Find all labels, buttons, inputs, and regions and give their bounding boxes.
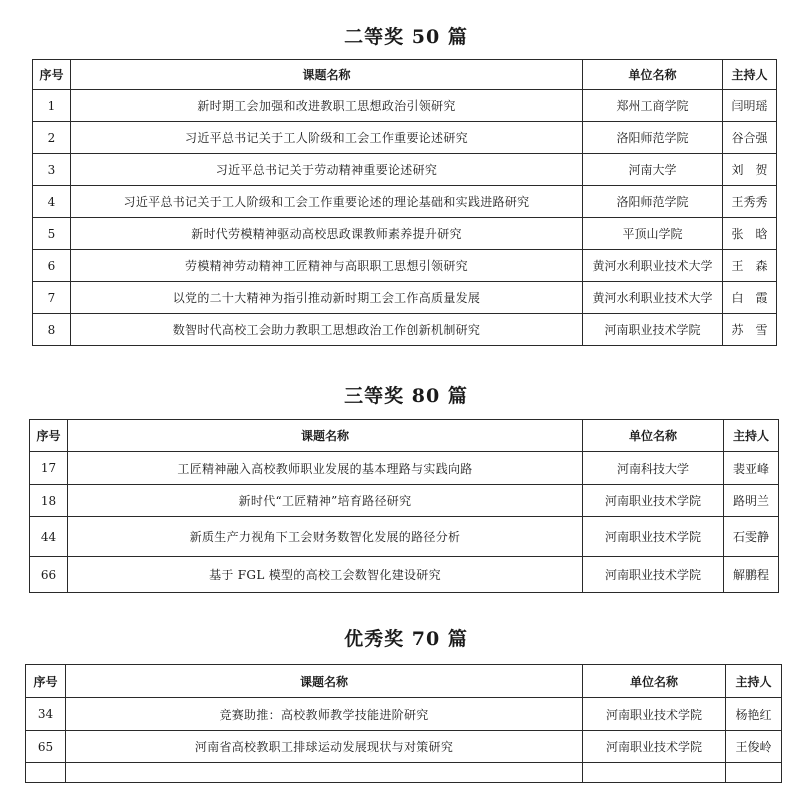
row-unit: 黄河水利职业技术大学 xyxy=(583,250,723,282)
third-prize-table xyxy=(29,419,779,609)
row-title: 新时代“工匠精神”培育路径研究 xyxy=(68,485,583,517)
row-title: 工匠精神融入高校教师职业发展的基本理路与实践向路 xyxy=(68,452,583,485)
table-row xyxy=(33,122,777,154)
row-host: 解鹏程 xyxy=(724,557,779,593)
header-title: 课题名称 xyxy=(68,420,583,452)
row-title: 以党的二十大精神为指引推动新时期工会工作高质量发展 xyxy=(71,282,583,314)
table-row xyxy=(26,731,782,763)
row-host: 路明兰 xyxy=(724,485,779,517)
header-host: 主持人 xyxy=(726,665,782,698)
row-title: 河南省高校教职工排球运动发展现状与对策研究 xyxy=(66,731,583,763)
row-unit: 黄河水利职业技术大学 xyxy=(583,282,723,314)
row-title: 习近平总书记关于劳动精神重要论述研究 xyxy=(71,154,583,186)
table-header-row xyxy=(30,420,779,452)
row-host: 闫明瑶 xyxy=(723,90,777,122)
row-index: 1 xyxy=(33,90,71,122)
row-unit: 河南职业技术学院 xyxy=(583,314,723,346)
excellent-prize-table xyxy=(25,664,782,783)
header-host: 主持人 xyxy=(724,420,779,452)
row-host: 石雯静 xyxy=(724,517,779,557)
second-prize-table xyxy=(32,59,777,346)
header-title: 课题名称 xyxy=(71,60,583,90)
table-row xyxy=(33,218,777,250)
row-unit: 河南大学 xyxy=(583,154,723,186)
table-header-row xyxy=(33,60,777,90)
table-row xyxy=(33,314,777,346)
row-title: 基于 FGL 模型的高校工会数智化建设研究 xyxy=(68,557,583,593)
table-row xyxy=(33,282,777,314)
row-title: 新质生产力视角下工会财务数智化发展的路径分析 xyxy=(68,517,583,557)
row-title: 劳模精神劳动精神工匠精神与高职职工思想引领研究 xyxy=(71,250,583,282)
row-index: 3 xyxy=(33,154,71,186)
third-prize-heading: 三等奖 80 篇 xyxy=(344,385,468,407)
table-header-row xyxy=(26,665,782,698)
row-index: 34 xyxy=(26,698,66,731)
table-row xyxy=(33,154,777,186)
row-host: 刘 贺 xyxy=(723,154,777,186)
header-unit: 单位名称 xyxy=(583,60,723,90)
row-host: 谷合强 xyxy=(723,122,777,154)
row-index: 4 xyxy=(33,186,71,218)
row-host: 王秀秀 xyxy=(723,186,777,218)
excellent-prize-heading: 优秀奖 70 篇 xyxy=(344,628,468,650)
header-index: 序号 xyxy=(26,665,66,698)
row-index: 66 xyxy=(30,557,68,593)
table-row xyxy=(33,250,777,282)
row-unit: 洛阳师范学院 xyxy=(583,186,723,218)
row-index: 6 xyxy=(33,250,71,282)
row-host: 杨艳红 xyxy=(726,698,782,731)
row-host: 白 霞 xyxy=(723,282,777,314)
header-index: 序号 xyxy=(30,420,68,452)
row-host: 裴亚峰 xyxy=(724,452,779,485)
row-index: 5 xyxy=(33,218,71,250)
row-title: 数智时代高校工会助力教职工思想政治工作创新机制研究 xyxy=(71,314,583,346)
row-unit: 河南职业技术学院 xyxy=(583,517,724,557)
table-row xyxy=(30,517,779,557)
table-row xyxy=(33,186,777,218)
row-host: 苏 雪 xyxy=(723,314,777,346)
row-index: 2 xyxy=(33,122,71,154)
row-unit: 洛阳师范学院 xyxy=(583,122,723,154)
table-row xyxy=(30,452,779,485)
header-unit: 单位名称 xyxy=(583,420,724,452)
header-title: 课题名称 xyxy=(66,665,583,698)
row-index: 7 xyxy=(33,282,71,314)
row-index: 65 xyxy=(26,731,66,763)
section-cut-mask xyxy=(0,593,812,623)
row-unit: 河南科技大学 xyxy=(583,452,724,485)
row-title: 新时期工会加强和改进教职工思想政治引领研究 xyxy=(71,90,583,122)
row-index: 44 xyxy=(30,517,68,557)
row-title: 竞赛助推：高校教师教学技能进阶研究 xyxy=(66,698,583,731)
row-index: 18 xyxy=(30,485,68,517)
table-row xyxy=(30,557,779,593)
row-host: 王 森 xyxy=(723,250,777,282)
row-unit: 河南职业技术学院 xyxy=(583,557,724,593)
table-row xyxy=(33,90,777,122)
header-unit: 单位名称 xyxy=(583,665,726,698)
table-row xyxy=(30,485,779,517)
row-title: 习近平总书记关于工人阶级和工会工作重要论述的理论基础和实践进路研究 xyxy=(71,186,583,218)
table-row-cut xyxy=(26,763,782,783)
row-host: 张 晗 xyxy=(723,218,777,250)
second-prize-heading: 二等奖 50 篇 xyxy=(344,26,468,48)
header-host: 主持人 xyxy=(723,60,777,90)
row-title: 习近平总书记关于工人阶级和工会工作重要论述研究 xyxy=(71,122,583,154)
row-index: 17 xyxy=(30,452,68,485)
row-title: 新时代劳模精神驱动高校思政课教师素养提升研究 xyxy=(71,218,583,250)
header-index: 序号 xyxy=(33,60,71,90)
row-unit: 郑州工商学院 xyxy=(583,90,723,122)
row-host: 王俊岭 xyxy=(726,731,782,763)
row-index: 8 xyxy=(33,314,71,346)
table-row xyxy=(26,698,782,731)
row-unit: 河南职业技术学院 xyxy=(583,485,724,517)
row-unit: 平顶山学院 xyxy=(583,218,723,250)
row-unit: 河南职业技术学院 xyxy=(583,698,726,731)
row-unit: 河南职业技术学院 xyxy=(583,731,726,763)
